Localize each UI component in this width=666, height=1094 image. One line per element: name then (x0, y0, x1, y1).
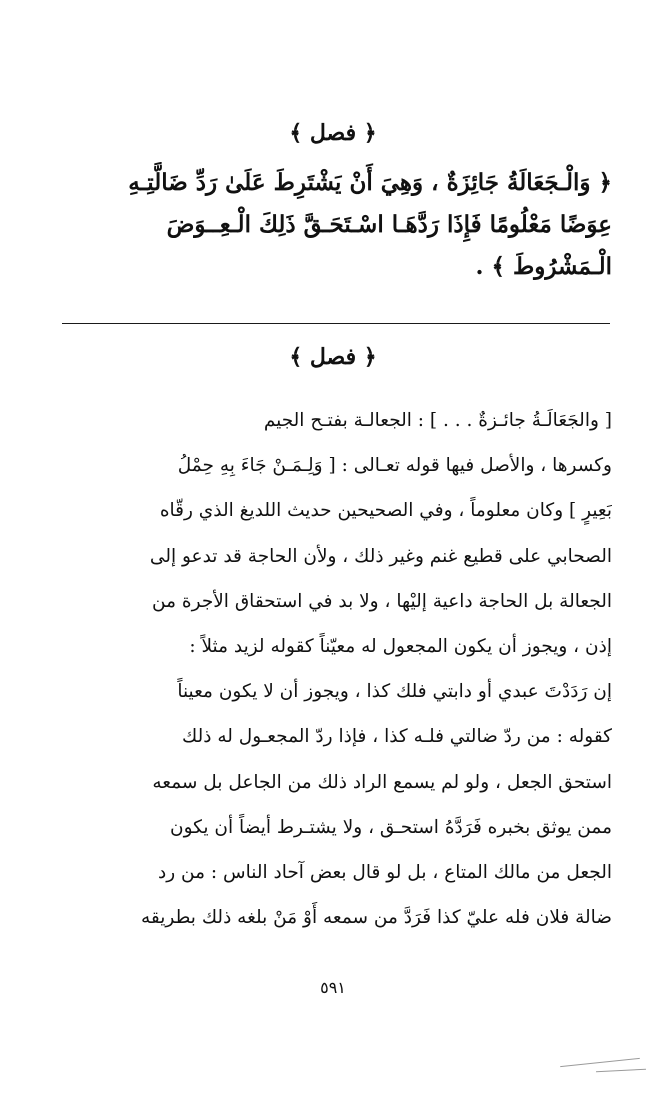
sharh-line: إذن ، ويجوز أن يكون المجعول له معيّناً كقوله لزيد مثلاً : (189, 635, 612, 657)
matn-line: ﴿ وَالْـجَعَالَةُ جَائِزَةٌ ، وَهِيَ أَنْ يَشْتَرِطَ عَلَىٰ رَدِّ ضَالَّتِـهِ (128, 169, 612, 196)
scan-mark (596, 1069, 646, 1073)
sharh-line: ممن يوثق بخبره فَرَدَّهُ استحـق ، ولا يشتـرط أيضاً أن يكون (170, 816, 612, 838)
matn-text (56, 162, 612, 288)
sharh-line: الجعل من مالك المتاع ، بل لو قال بعض آحاد الناس : من رد (157, 861, 612, 883)
page-number: ٥٩١ (320, 978, 346, 997)
sharh-line: وكسرها ، والأصل فيها قوله تعـالى : [ وَلِـمَـنْ جَاءَ بِهِ حِمْلُ (177, 455, 612, 477)
sharh-line: الجعالة بل الحاجة داعية إليْها ، ولا بد في استحقاق الأجرة من (152, 590, 612, 612)
section-heading-fasl-sharh: ﴿ فصل ﴾ (289, 344, 377, 370)
sharh-line: بَعِيرٍ ] وكان معلوماً ، وفي الصحيحين حديث اللديغ الذي رقّاه (159, 500, 612, 522)
section-heading-fasl-matn: ﴿ فصل ﴾ (289, 120, 377, 146)
section-divider (62, 323, 610, 324)
sharh-line: ضالة فلان فله عليّ كذا فَرَدَّ من سمعه أَوْ مَنْ بلغه ذلك بطريقه (141, 907, 612, 929)
scan-mark (560, 1058, 640, 1067)
sharh-line: إن رَدَدْتَ عبدي أو دابتي فلك كذا ، ويجوز أن لا يكون معيناً (177, 681, 612, 703)
matn-line: الْـمَشْرُوطَ ﴾ . (475, 253, 612, 280)
matn-line: عِوَضًا مَعْلُومًا فَإِذَا رَدَّهَـا اسْـتَحَـقَّ ذَلِكَ الْـعِــوَضَ (166, 211, 612, 238)
sharh-line: كقوله : من ردّ ضالتي فلـه كذا ، فإذا ردّ المجعـول له ذلك (182, 726, 612, 748)
sharh-line: [ والجَعَالَـةُ جائـزةٌ . . . ] : الجعالـة بفتـح الجيم (263, 410, 612, 431)
sharh-line: الصحابي على قطيع غنم وغير ذلك ، ولأن الحاجة قد تدعو إلى (149, 545, 612, 567)
sharh-line: استحق الجعل ، ولو لم يسمع الراد ذلك من الجاعل بل سمعه (152, 771, 612, 793)
sharh-text (60, 398, 612, 940)
